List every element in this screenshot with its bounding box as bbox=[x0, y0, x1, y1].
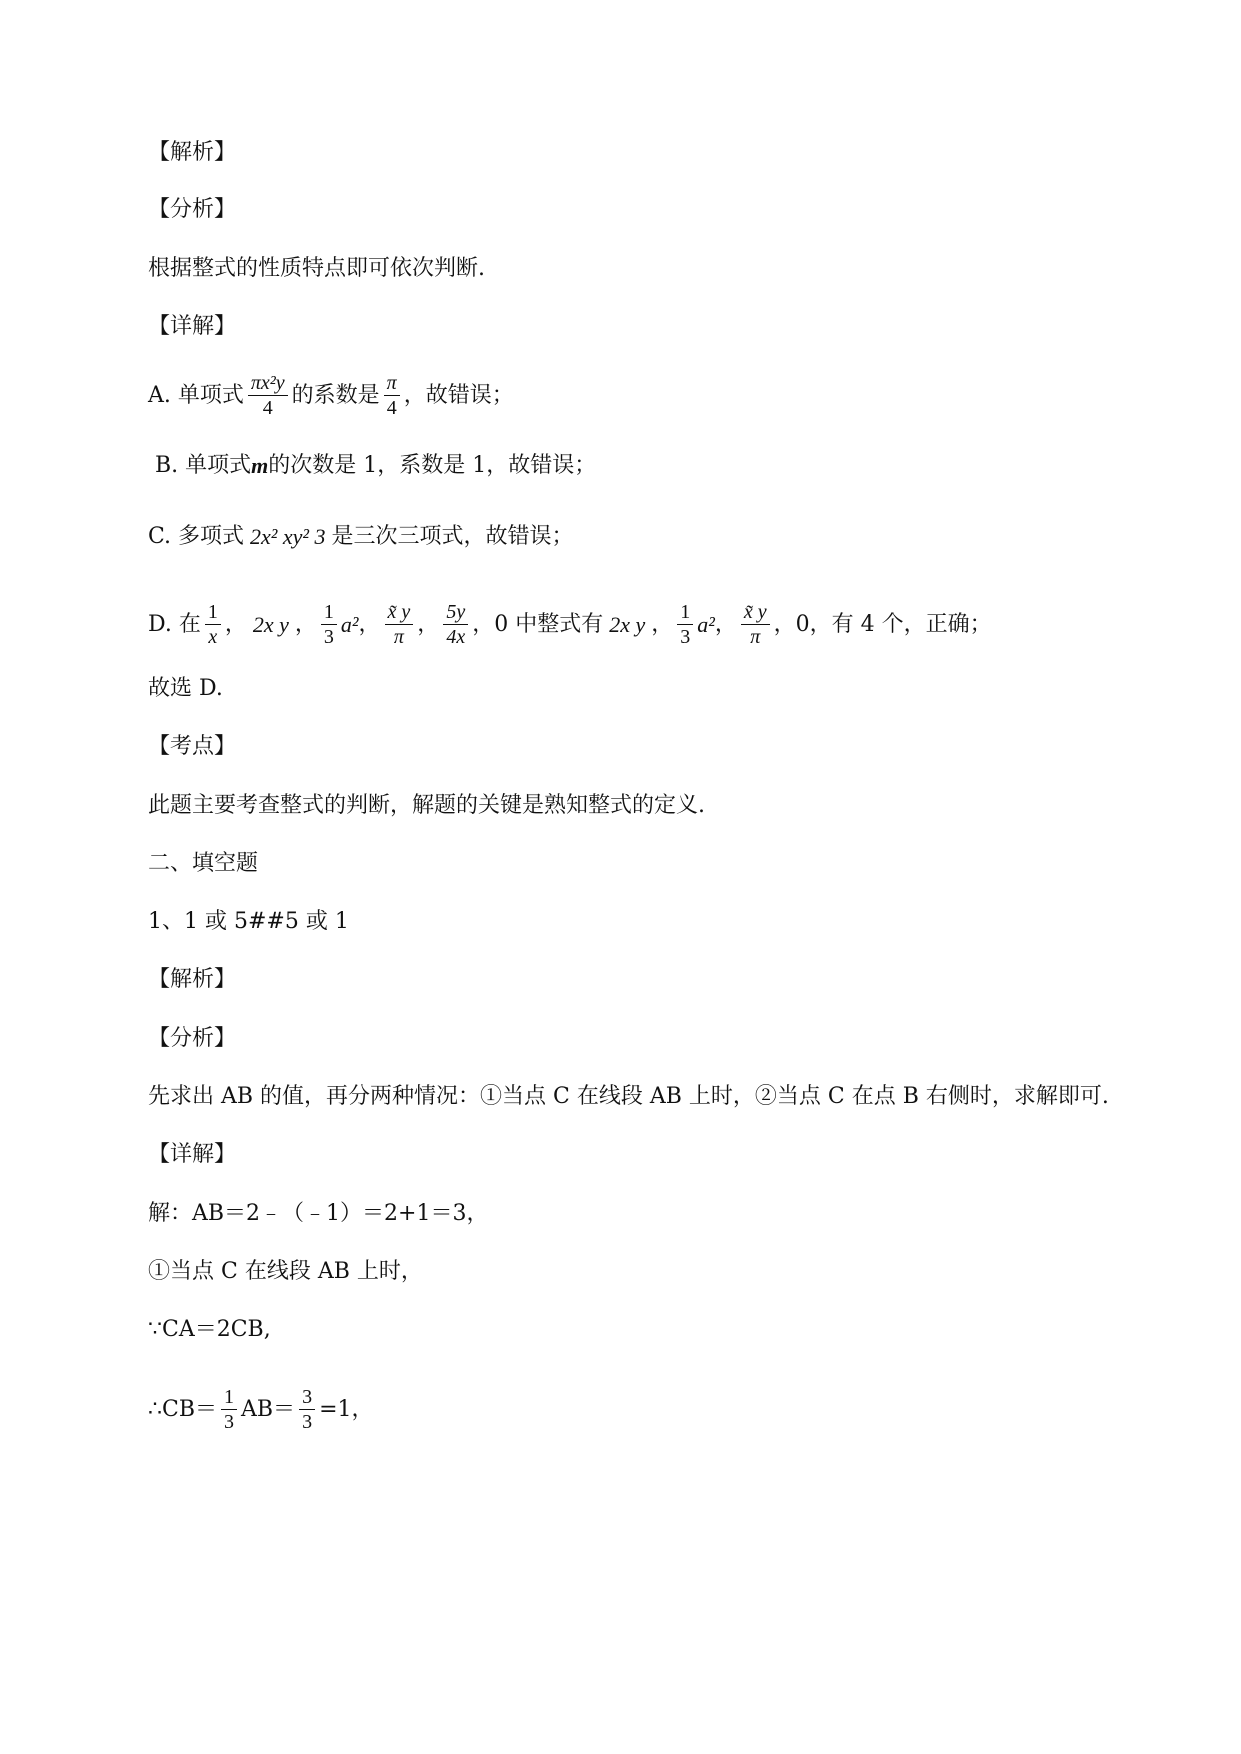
fraction-numerator: 1 bbox=[677, 600, 693, 625]
option-c-suffix: 是三次三项式，故错误； bbox=[331, 524, 574, 549]
solution-line-4 bbox=[148, 1385, 1141, 1434]
option-c-prefix: C. 多项式 bbox=[148, 524, 245, 549]
heading-fenxi-2: 【分析】 bbox=[148, 1026, 237, 1051]
solution-line-3: ∵CA＝2CB, bbox=[148, 1317, 271, 1342]
option-a-prefix: A. 单项式 bbox=[148, 382, 244, 408]
comma: ， bbox=[294, 611, 317, 637]
fraction-numerator: x̃ y bbox=[741, 600, 770, 625]
frac-1-over-3 bbox=[321, 600, 337, 649]
section-title: 二、填空题 bbox=[148, 851, 259, 876]
term-a-squared-2: a² bbox=[697, 611, 715, 637]
option-d-prefix: D. 在 bbox=[148, 611, 201, 637]
option-a-fraction-2 bbox=[384, 371, 400, 420]
heading-jiexi-2: 【解析】 bbox=[148, 967, 237, 992]
heading-fenxi: 【分析】 bbox=[148, 197, 237, 222]
fraction-denominator: 4 bbox=[386, 397, 397, 419]
term-2x-y-2: 2x y bbox=[609, 611, 646, 637]
fraction-denominator: π bbox=[750, 626, 761, 648]
heading-kaodian: 【考点】 bbox=[148, 734, 237, 759]
term-2x-y: 2x y bbox=[252, 611, 289, 637]
variable-m: m bbox=[251, 453, 269, 478]
analysis-text-2: 先求出 AB 的值，再分两种情况：①当点 C 在线段 AB 上时，②当点 C 在点 B 右侧时，求解即可. bbox=[148, 1084, 1109, 1109]
heading-xiangjie: 【详解】 bbox=[148, 314, 237, 339]
fraction-denominator: 3 bbox=[680, 626, 691, 648]
comma: ， bbox=[224, 611, 247, 637]
frac-3-over-3 bbox=[299, 1385, 315, 1434]
fraction-numerator: 1 bbox=[221, 1385, 237, 1410]
option-d-suffix: ，0，有 4 个，正确； bbox=[773, 611, 992, 637]
line-4-suffix: =1， bbox=[319, 1396, 374, 1422]
fraction-denominator: 3 bbox=[323, 626, 334, 648]
frac-1-over-3-ab bbox=[221, 1385, 237, 1434]
heading-jiexi: 【解析】 bbox=[148, 140, 237, 165]
solution-line-1: 解：AB＝2﹣（﹣1）＝2+1＝3， bbox=[148, 1201, 489, 1226]
frac-1-over-x bbox=[205, 600, 221, 649]
option-c bbox=[148, 521, 1141, 553]
option-d-mid: ，0 中整式有 bbox=[472, 611, 604, 637]
option-b-prefix: B. 单项式 bbox=[155, 453, 252, 478]
question-1-answer: 1、1 或 5##5 或 1 bbox=[148, 909, 349, 934]
line-4-mid: AB＝ bbox=[241, 1396, 296, 1422]
comma: ， bbox=[651, 611, 674, 637]
frac-x-y-over-pi-2 bbox=[741, 600, 770, 649]
term-a-squared: a² bbox=[340, 611, 359, 637]
kaodian-text: 此题主要考查整式的判断，解题的关键是熟知整式的定义. bbox=[148, 793, 705, 818]
frac-x-y-over-pi bbox=[385, 600, 414, 649]
analysis-text: 根据整式的性质特点即可依次判断. bbox=[148, 256, 485, 281]
frac-5y-over-4x bbox=[443, 600, 468, 649]
line-4-prefix: ∴CB＝ bbox=[148, 1396, 217, 1422]
fraction-denominator: 4x bbox=[446, 626, 466, 648]
fraction-numerator: π bbox=[384, 371, 400, 396]
frac-1-over-3-2 bbox=[677, 600, 693, 649]
fraction-denominator: 4 bbox=[262, 397, 273, 419]
fraction-numerator: 3 bbox=[299, 1385, 315, 1410]
answer-choice: 故选 D. bbox=[148, 676, 223, 701]
option-b-suffix: 的次数是 1，系数是 1，故错误； bbox=[268, 453, 597, 478]
polynomial-expression: 2x² xy² 3 bbox=[250, 524, 326, 549]
solution-line-2: ①当点 C 在线段 AB 上时， bbox=[148, 1259, 423, 1284]
comma: ， bbox=[358, 611, 381, 637]
fraction-numerator: x̃ y bbox=[385, 600, 414, 625]
fraction-denominator: x bbox=[208, 626, 218, 648]
option-b bbox=[155, 450, 1141, 482]
option-a-fraction bbox=[248, 371, 288, 420]
fraction-denominator: 3 bbox=[302, 1411, 313, 1433]
heading-xiangjie-2: 【详解】 bbox=[148, 1142, 237, 1167]
fraction-numerator: πx²y bbox=[248, 371, 288, 396]
option-a-mid: 的系数是 bbox=[291, 382, 380, 408]
comma: ， bbox=[417, 611, 440, 637]
option-a-suffix: ，故错误； bbox=[403, 382, 514, 408]
option-a bbox=[148, 371, 1141, 420]
fraction-denominator: π bbox=[393, 626, 404, 648]
fraction-numerator: 5y bbox=[443, 600, 468, 625]
fraction-numerator: 1 bbox=[205, 600, 221, 625]
fraction-denominator: 3 bbox=[224, 1411, 234, 1433]
option-d bbox=[148, 600, 1141, 649]
fraction-numerator: 1 bbox=[321, 600, 337, 625]
comma: ， bbox=[714, 611, 737, 637]
